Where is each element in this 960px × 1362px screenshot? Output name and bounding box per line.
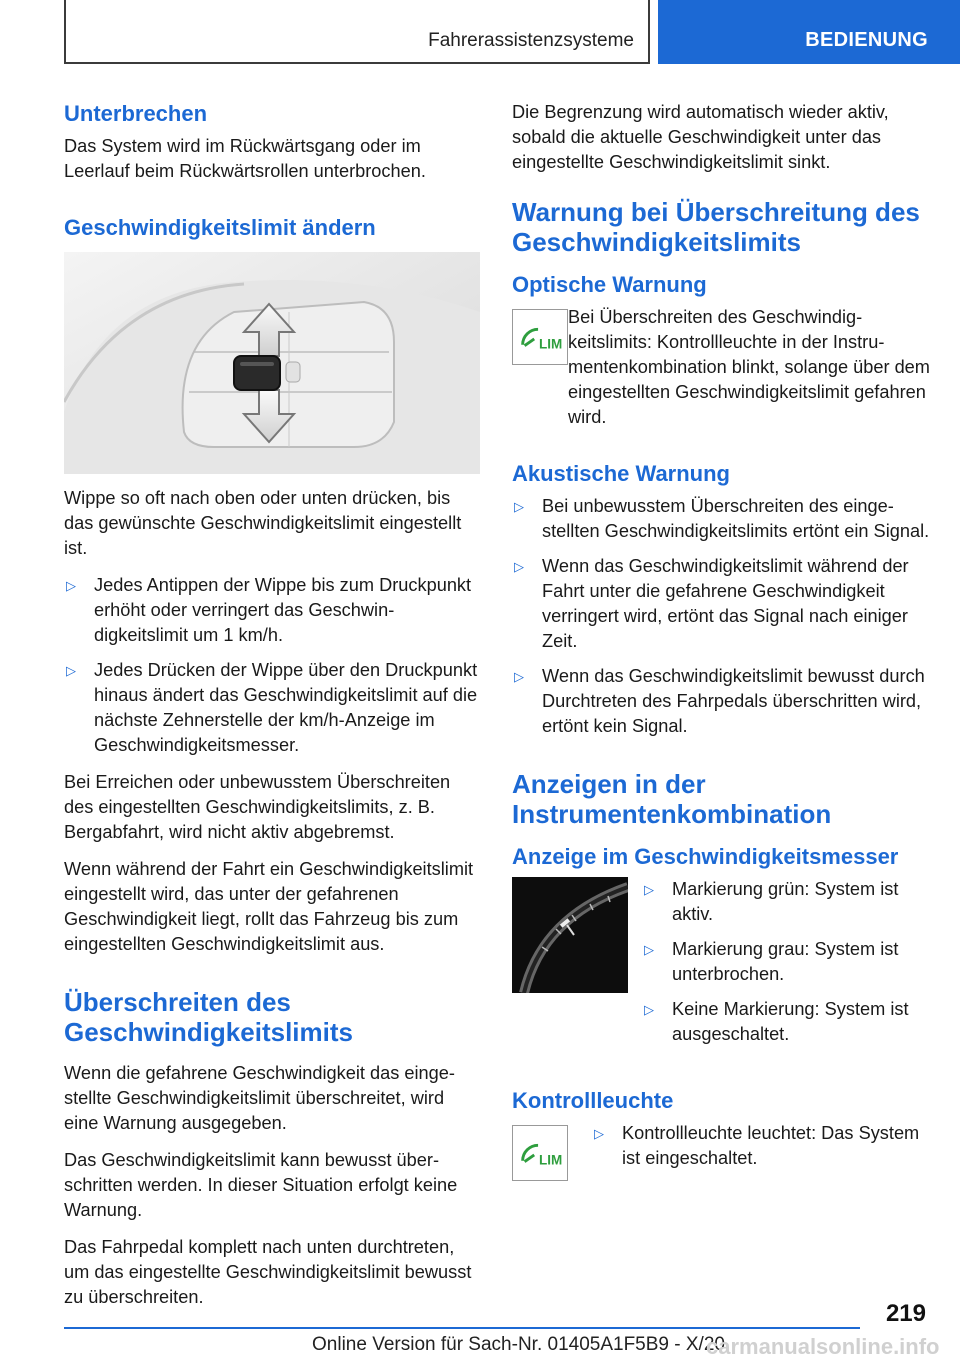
list-item: ▷ Wenn das Geschwindigkeitslimit bewusst durch Durchtreten des Fahrpedals überschritten wird, ertönt kein Signal. xyxy=(514,666,925,736)
page-number: 219 xyxy=(885,1300,926,1327)
svg-text:LIM: LIM xyxy=(539,336,563,352)
bullet-triangle-icon: ▷ xyxy=(514,669,524,684)
footer-online-version: Online Version für Sach-Nr. 01405A1F5B9 - X/20 xyxy=(312,1334,725,1355)
lim-indicator-icon xyxy=(512,309,568,365)
lim-control-lamp-icon xyxy=(512,1125,568,1181)
header-section-title: Fahrerassistenzsysteme xyxy=(428,30,634,51)
heading-speedo-display: Anzeige im Geschwindigkeitsmesser xyxy=(512,844,899,869)
heading-optical-warning: Optische Warnung xyxy=(512,272,707,297)
bullet-triangle-icon: ▷ xyxy=(644,1002,654,1017)
bullet-triangle-icon: ▷ xyxy=(644,942,654,957)
acoustic-bullet-list xyxy=(512,494,930,739)
lamp-bullet-list xyxy=(580,1121,930,1181)
bullet-triangle-icon: ▷ xyxy=(644,882,654,897)
bullet-triangle-icon: ▷ xyxy=(66,578,76,593)
bullet-triangle-icon: ▷ xyxy=(66,663,76,678)
heading-change-limit: Geschwindigkeitslimit ändern xyxy=(64,215,376,240)
steering-wheel-rocker-figure xyxy=(64,252,480,474)
rocker-bullet-list xyxy=(64,573,482,758)
heading-control-lamp: Kontrollleuchte xyxy=(512,1088,674,1113)
para-interrupt: Das System wird im Rückwärtsgang oder im Leerlauf beim Rückwärtsrollen unterbrochen. xyxy=(64,136,426,181)
header-tab-label: BEDIENUNG xyxy=(805,29,928,51)
list-item: ▷ Markierung grau: System ist unterbrochen. xyxy=(644,939,899,984)
speedometer-figure xyxy=(512,877,628,993)
left-column xyxy=(64,100,482,1322)
para-rocker: Wippe so oft nach oben oder unten drücken, bis das gewünschte Geschwindigkeitslimit eingestellt ist. xyxy=(64,488,462,558)
bullet-triangle-icon: ▷ xyxy=(514,559,524,574)
heading-interrupt: Unterbrechen xyxy=(64,101,208,126)
para-reach: Bei Erreichen oder unbewusstem Überschreiten des eingestellten Geschwindigkeitslimits, z. B. Bergabfahrt, wird nicht aktiv abgebremst. xyxy=(64,772,451,842)
para-optical: Bei Überschreiten des Geschwindigkeitslimits: Kontrollleuchte in der Instrumentenkombination blinkt, solange über dem eingestellten Geschwindigkeitslimit gefahren wird. xyxy=(568,307,930,427)
right-column xyxy=(512,100,930,1193)
svg-text:LIM: LIM xyxy=(539,1152,563,1168)
header-tab xyxy=(658,0,960,64)
heading-warning: Warnung bei Überschreitung des Geschwindigkeitslimits xyxy=(512,197,920,257)
para-exceed-2: Das Geschwindigkeitslimit kann bewusst überschritten werden. In dieser Situation erfolgt keine Warnung. xyxy=(64,1150,458,1220)
header-box xyxy=(64,0,650,64)
para-exceed-1: Wenn die gefahrene Geschwindigkeit das eingestellte Geschwindigkeitslimit überschreitet, wird eine Warnung ausgegeben. xyxy=(64,1063,455,1133)
bullet-triangle-icon: ▷ xyxy=(594,1126,604,1141)
list-item: ▷ Jedes Drücken der Wippe über den Druckpunkt hinaus ändert das Geschwindigkeitslimit auf die nächste Zehnerstelle der km/h-Anzeige im Geschwindigkeitsmesser. xyxy=(66,660,478,755)
list-item: ▷ Bei unbewusstem Überschreiten des eingestellten Geschwindigkeitslimits ertönt ein Signal. xyxy=(514,496,930,541)
list-item: ▷ Kontrollleuchte leuchtet: Das System ist eingeschaltet. xyxy=(594,1123,920,1168)
footer-divider xyxy=(64,1327,860,1329)
para-reactivate: Die Begrenzung wird automatisch wieder aktiv, sobald die aktuelle Geschwindigkeit unter das eingestellte Geschwindigkeitslimit sinkt. xyxy=(512,102,889,172)
speedo-bullet-list xyxy=(642,877,930,1057)
bullet-triangle-icon: ▷ xyxy=(514,499,524,514)
heading-exceed-limit: Überschreiten des Geschwindigkeitslimits xyxy=(64,987,353,1047)
list-item: ▷ Keine Markierung: System ist ausgeschaltet. xyxy=(644,999,909,1044)
list-item: ▷ Jedes Antippen der Wippe bis zum Druckpunkt erhöht oder verringert das Geschwindigkeitslimit um 1 km/h. xyxy=(66,575,472,645)
heading-displays: Anzeigen in der Instrumentenkombination xyxy=(512,769,832,829)
para-exceed-3: Das Fahrpedal komplett nach unten durchtreten, um das eingestellte Geschwindigkeitslimit bewusst zu überschreiten. xyxy=(64,1237,472,1307)
para-while-driving: Wenn während der Fahrt ein Geschwindigkeitslimit eingestellt wird, das unter der gefahrenen Geschwindigkeit liegt, rollt das Fahrzeug bis zum eingestellten Geschwindigkeitslimit aus. xyxy=(64,859,474,954)
heading-acoustic-warning: Akustische Warnung xyxy=(512,461,730,486)
watermark: carmanualsonline.info xyxy=(706,1334,940,1359)
list-item: ▷ Markierung grün: System ist aktiv. xyxy=(644,879,899,924)
list-item: ▷ Wenn das Geschwindigkeitslimit während der Fahrt unter die gefahrene Geschwindigkeit verringert wird, ertönt das Signal nach einiger Zeit. xyxy=(514,556,909,651)
